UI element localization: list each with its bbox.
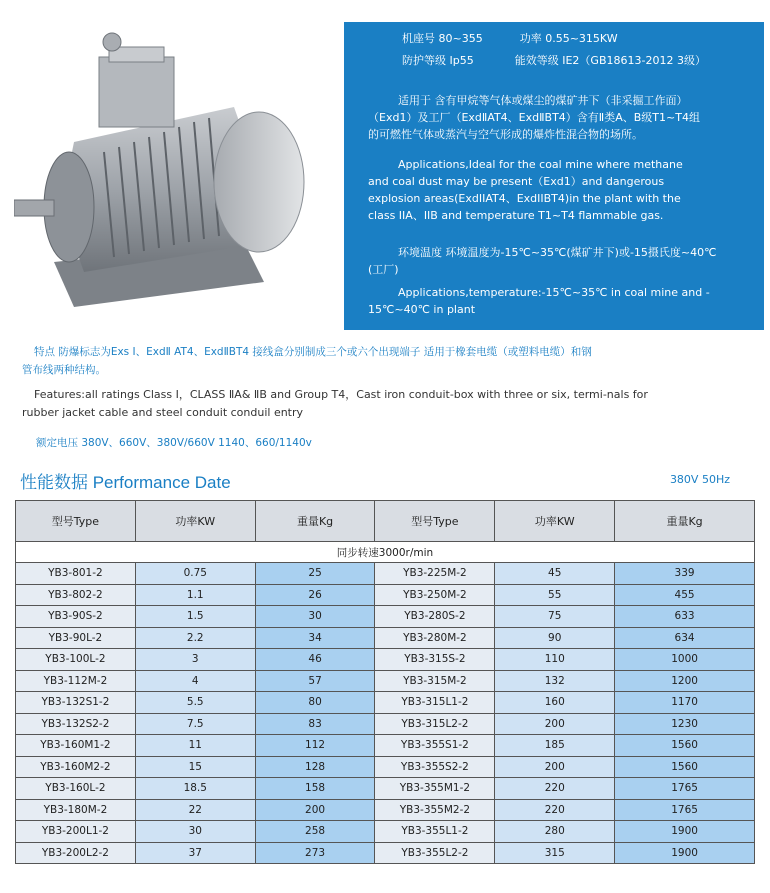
- table-cell: 273: [255, 842, 375, 864]
- table-cell: 112: [255, 735, 375, 757]
- table-cell: 128: [255, 756, 375, 778]
- table-cell: 26: [255, 584, 375, 606]
- table-cell: YB3-315S-2: [375, 649, 495, 671]
- table-cell: 220: [495, 778, 615, 800]
- env-en-line2: 15℃~40℃ in plant: [368, 303, 476, 316]
- applications-cn: [368, 92, 748, 143]
- table-row: [16, 649, 755, 671]
- table-cell: 633: [615, 606, 755, 628]
- features-cn: [22, 343, 722, 379]
- table-row: [16, 670, 755, 692]
- table-cell: YB3-200L2-2: [16, 842, 136, 864]
- app-en-line3: explosion areas(ExdIIAT4、ExdIIBT4)in the plant with the: [368, 192, 681, 205]
- table-cell: YB3-160L-2: [16, 778, 136, 800]
- table-cell: YB3-280M-2: [375, 627, 495, 649]
- app-cn-line1: 适用于 含有甲烷等气体或煤尘的煤矿井下（非采掘工作面）: [398, 94, 688, 107]
- table-cell: YB3-112M-2: [16, 670, 136, 692]
- table-cell: YB3-280S-2: [375, 606, 495, 628]
- table-row: [16, 713, 755, 735]
- table-cell: 339: [615, 563, 755, 585]
- table-cell: 1560: [615, 735, 755, 757]
- table-cell: 37: [135, 842, 255, 864]
- table-cell: YB3-200L1-2: [16, 821, 136, 843]
- table-cell: 220: [495, 799, 615, 821]
- features-en: [22, 386, 742, 422]
- table-cell: YB3-355L1-2: [375, 821, 495, 843]
- table-cell: YB3-355S2-2: [375, 756, 495, 778]
- app-en-line1: Applications,Ideal for the coal mine where methane: [398, 158, 683, 171]
- table-row: [16, 627, 755, 649]
- table-cell: YB3-315M-2: [375, 670, 495, 692]
- table-cell: 1900: [615, 842, 755, 864]
- table-cell: YB3-355M2-2: [375, 799, 495, 821]
- header-weight-2: 重量Kg: [615, 501, 755, 542]
- table-cell: 7.5: [135, 713, 255, 735]
- applications-en: [368, 156, 748, 224]
- table-row: [16, 735, 755, 757]
- header-type-2: 型号Type: [375, 501, 495, 542]
- efficiency-label: 能效等级 IE2（GB18613-2012 3级）: [514, 54, 706, 67]
- table-cell: 280: [495, 821, 615, 843]
- app-cn-line2: （Exd1）及工厂（ExdⅡAT4、ExdⅡBT4）含有Ⅱ类A、B级T1~T4组: [368, 111, 700, 124]
- table-cell: 1.5: [135, 606, 255, 628]
- table-cell: YB3-132S1-2: [16, 692, 136, 714]
- app-en-line2: and coal dust may be present（Exd1）and dangerous: [368, 175, 665, 188]
- table-cell: 185: [495, 735, 615, 757]
- table-row: [16, 842, 755, 864]
- table-cell: 200: [495, 756, 615, 778]
- table-cell: 634: [615, 627, 755, 649]
- protection-spec: [402, 52, 706, 69]
- table-cell: 1765: [615, 778, 755, 800]
- table-cell: 315: [495, 842, 615, 864]
- table-cell: YB3-355L2-2: [375, 842, 495, 864]
- table-cell: 30: [135, 821, 255, 843]
- table-cell: 90: [495, 627, 615, 649]
- table-row: [16, 692, 755, 714]
- header-type-1: 型号Type: [16, 501, 136, 542]
- app-cn-line3: 的可燃性气体或蒸汽与空气形成的爆炸性混合物的场所。: [368, 128, 643, 141]
- table-cell: YB3-132S2-2: [16, 713, 136, 735]
- table-cell: YB3-160M1-2: [16, 735, 136, 757]
- env-cn-line1: 环境温度 环境温度为-15℃~35℃(煤矿井下)或-15摄氏度~40℃: [398, 246, 717, 259]
- table-cell: 15: [135, 756, 255, 778]
- table-cell: 25: [255, 563, 375, 585]
- table-cell: YB3-90S-2: [16, 606, 136, 628]
- header-power-2: 功率KW: [495, 501, 615, 542]
- table-row: [16, 778, 755, 800]
- table-cell: YB3-802-2: [16, 584, 136, 606]
- table-cell: 3: [135, 649, 255, 671]
- table-cell: 45: [495, 563, 615, 585]
- table-cell: 1765: [615, 799, 755, 821]
- table-cell: 1.1: [135, 584, 255, 606]
- table-cell: YB3-90L-2: [16, 627, 136, 649]
- performance-table: [15, 500, 755, 864]
- table-cell: 2.2: [135, 627, 255, 649]
- features-en-line1: Features:all ratings Class Ⅰ，CLASS ⅡA& ⅡB and Group T4，Cast iron conduit-box with three or six, termi-nals for: [34, 388, 648, 401]
- table-cell: YB3-225M-2: [375, 563, 495, 585]
- table-cell: 80: [255, 692, 375, 714]
- spec-panel: [344, 22, 764, 330]
- table-cell: 1560: [615, 756, 755, 778]
- table-cell: 1900: [615, 821, 755, 843]
- frame-label: 机座号 80~355: [402, 32, 483, 45]
- table-cell: 1200: [615, 670, 755, 692]
- rated-voltage: 额定电压 380V、660V、380V/660V 1140、660/1140v: [36, 437, 312, 449]
- table-cell: 46: [255, 649, 375, 671]
- table-cell: 158: [255, 778, 375, 800]
- table-cell: 258: [255, 821, 375, 843]
- table-cell: 455: [615, 584, 755, 606]
- table-cell: 57: [255, 670, 375, 692]
- table-cell: 0.75: [135, 563, 255, 585]
- table-row: [16, 563, 755, 585]
- table-cell: YB3-180M-2: [16, 799, 136, 821]
- features-cn-line1: 特点 防爆标志为Exs Ⅰ、ExdⅡ AT4、ExdⅡBT4 接线盒分别制成三个或六个出现端子 适用于橡套电缆（或塑料电缆）和钢: [34, 346, 592, 358]
- table-cell: 5.5: [135, 692, 255, 714]
- table-cell: 1230: [615, 713, 755, 735]
- env-cn-line2: (工厂): [368, 263, 399, 276]
- table-row: [16, 606, 755, 628]
- table-cell: 160: [495, 692, 615, 714]
- table-cell: YB3-801-2: [16, 563, 136, 585]
- table-row: [16, 756, 755, 778]
- table-cell: YB3-315L1-2: [375, 692, 495, 714]
- header-power-1: 功率KW: [135, 501, 255, 542]
- group-row: [16, 542, 755, 563]
- table-cell: YB3-160M2-2: [16, 756, 136, 778]
- features-cn-line2: 管布线两种结构。: [22, 364, 106, 376]
- table-cell: YB3-100L-2: [16, 649, 136, 671]
- table-cell: 1170: [615, 692, 755, 714]
- power-label: 功率 0.55~315KW: [519, 32, 618, 45]
- table-header-row: [16, 501, 755, 542]
- table-row: [16, 584, 755, 606]
- motor-image: [14, 22, 334, 322]
- table-row: [16, 821, 755, 843]
- table-cell: 34: [255, 627, 375, 649]
- table-cell: 55: [495, 584, 615, 606]
- environment-cn: [368, 244, 748, 278]
- table-cell: 110: [495, 649, 615, 671]
- table-cell: 18.5: [135, 778, 255, 800]
- table-cell: 4: [135, 670, 255, 692]
- table-cell: 200: [495, 713, 615, 735]
- protection-label: 防护等级 Ip55: [402, 54, 474, 67]
- environment-en: [368, 284, 748, 318]
- table-cell: YB3-250M-2: [375, 584, 495, 606]
- performance-frequency: 380V 50Hz: [669, 473, 730, 486]
- app-en-line4: class IIA、IIB and temperature T1~T4 flammable gas.: [368, 209, 664, 222]
- table-cell: 30: [255, 606, 375, 628]
- table-cell: 200: [255, 799, 375, 821]
- table-cell: YB3-355S1-2: [375, 735, 495, 757]
- table-cell: 11: [135, 735, 255, 757]
- group-label: 同步转速3000r/min: [16, 542, 755, 563]
- env-en-line1: Applications,temperature:-15℃~35℃ in coal mine and -: [398, 286, 710, 299]
- performance-title: 性能数据 Performance Date: [20, 473, 231, 492]
- frame-spec: [402, 30, 618, 47]
- table-row: [16, 799, 755, 821]
- table-cell: 75: [495, 606, 615, 628]
- features-en-line2: rubber jacket cable and steel conduit conduil entry: [22, 406, 304, 419]
- table-cell: YB3-315L2-2: [375, 713, 495, 735]
- table-cell: YB3-355M1-2: [375, 778, 495, 800]
- table-cell: 83: [255, 713, 375, 735]
- table-cell: 1000: [615, 649, 755, 671]
- header-weight-1: 重量Kg: [255, 501, 375, 542]
- table-cell: 22: [135, 799, 255, 821]
- table-cell: 132: [495, 670, 615, 692]
